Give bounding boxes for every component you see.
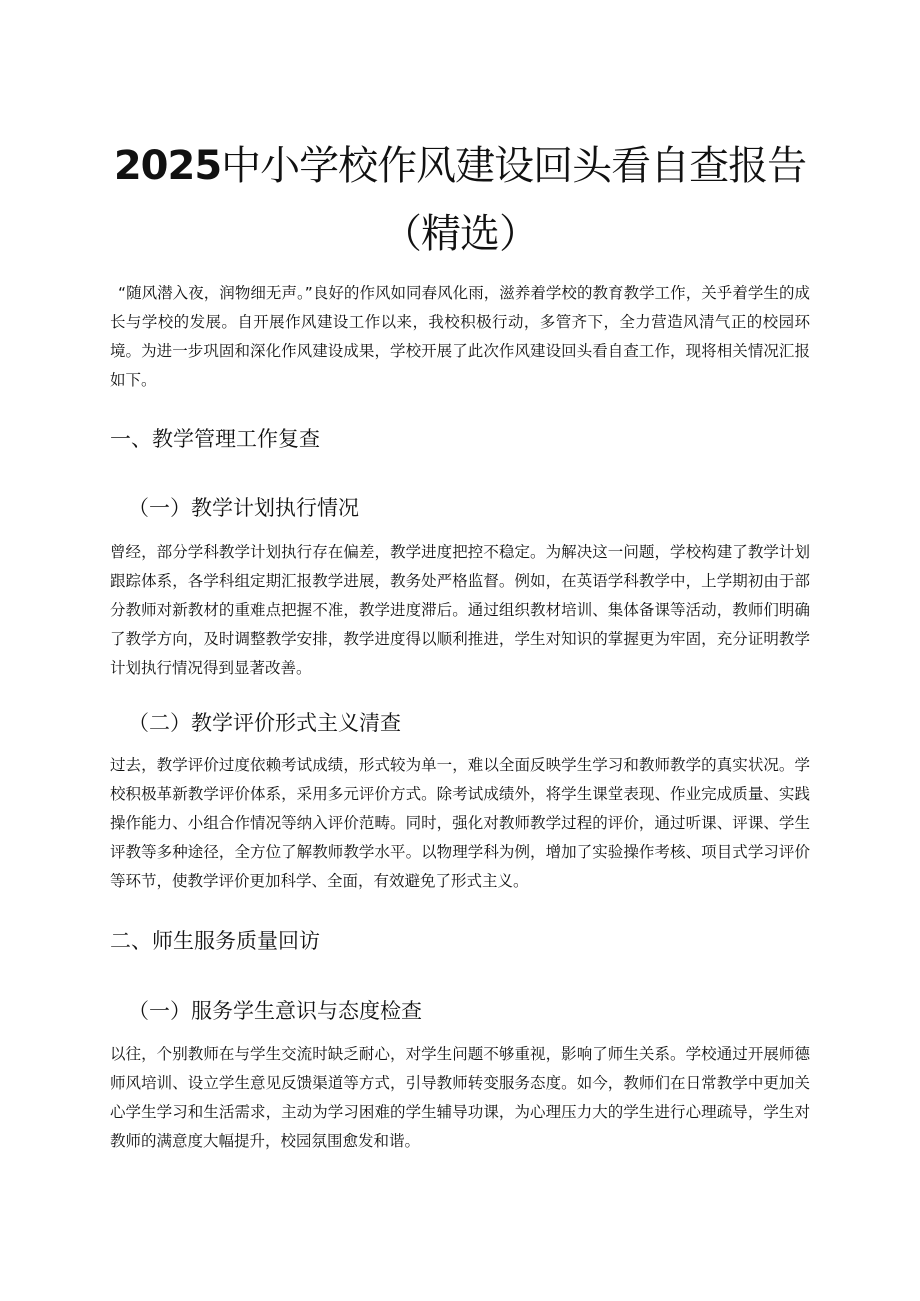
section-1-1-paragraph: 曾经，部分学科教学计划执行存在偏差，教学进度把控不稳定。为解决这一问题，学校构建了教学计划跟踪体系，各学科组定期汇报教学进展，教务处严格监督。例如，在英语学科教学中，上学期初由于部分教师对新教材的重难点把握不准，教学进度滞后。通过组织教材培训、集体备课等活动，教师们明确了教学方向，及时调整教学安排，教学进度得以顺利推进，学生对知识的掌握更为牢固，充分证明教学计划执行情况得到显著改善。 xyxy=(110,543,810,677)
title-year: 2025 xyxy=(113,143,222,189)
intro-paragraph: “随风潜入夜，润物细无声。”良好的作风如同春风化雨，滋养着学校的教育教学工作，关乎着学生的成长与学校的发展。自开展作风建设工作以来，我校积极行动，多管齐下，全力营造风清气正的校园环境。为进一步巩固和深化作风建设成果，学校开展了此次作风建设回头看自查工作，现将相关情况汇报如下。 xyxy=(110,284,810,389)
title-text: 中小学校作风建设回头看自查报告 xyxy=(221,143,807,189)
section-heading-2: 二、师生服务质量回访 xyxy=(110,929,320,953)
section-1-2-paragraph: 过去，教学评价过度依赖考试成绩，形式较为单一，难以全面反映学生学习和教师教学的真实状况。学校积极革新教学评价体系，采用多元评价方式。除考试成绩外，将学生课堂表现、作业完成质量、实践操作能力、小组合作情况等纳入评价范畴。同时，强化对教师教学过程的评价，通过听课、评课、学生评教等多种途径，全方位了解教师教学水平。以物理学科为例，增加了实验操作考核、项目式学习评价等环节，使教学评价更加科学、全面，有效避免了形式主义。 xyxy=(110,756,810,890)
subsection-heading-2-1: （一）服务学生意识与态度检查 xyxy=(128,999,422,1023)
section-2-1-paragraph: 以往，个别教师在与学生交流时缺乏耐心，对学生问题不够重视，影响了师生关系。学校通过开展师德师风培训、设立学生意见反馈渠道等方式，引导教师转变服务态度。如今，教师们在日常教学中更加关心学生学习和生活需求，主动为学习困难的学生辅导功课，为心理压力大的学生进行心理疏导，学生对教师的满意度大幅提升，校园氛围愈发和谐。 xyxy=(110,1045,810,1150)
document-title-suffix: （精选） xyxy=(382,211,538,257)
subsection-heading-1-1: （一）教学计划执行情况 xyxy=(128,496,359,520)
subsection-heading-1-2: （二）教学评价形式主义清查 xyxy=(128,711,401,735)
section-heading-1: 一、教学管理工作复查 xyxy=(110,427,320,451)
document-title xyxy=(100,136,820,196)
